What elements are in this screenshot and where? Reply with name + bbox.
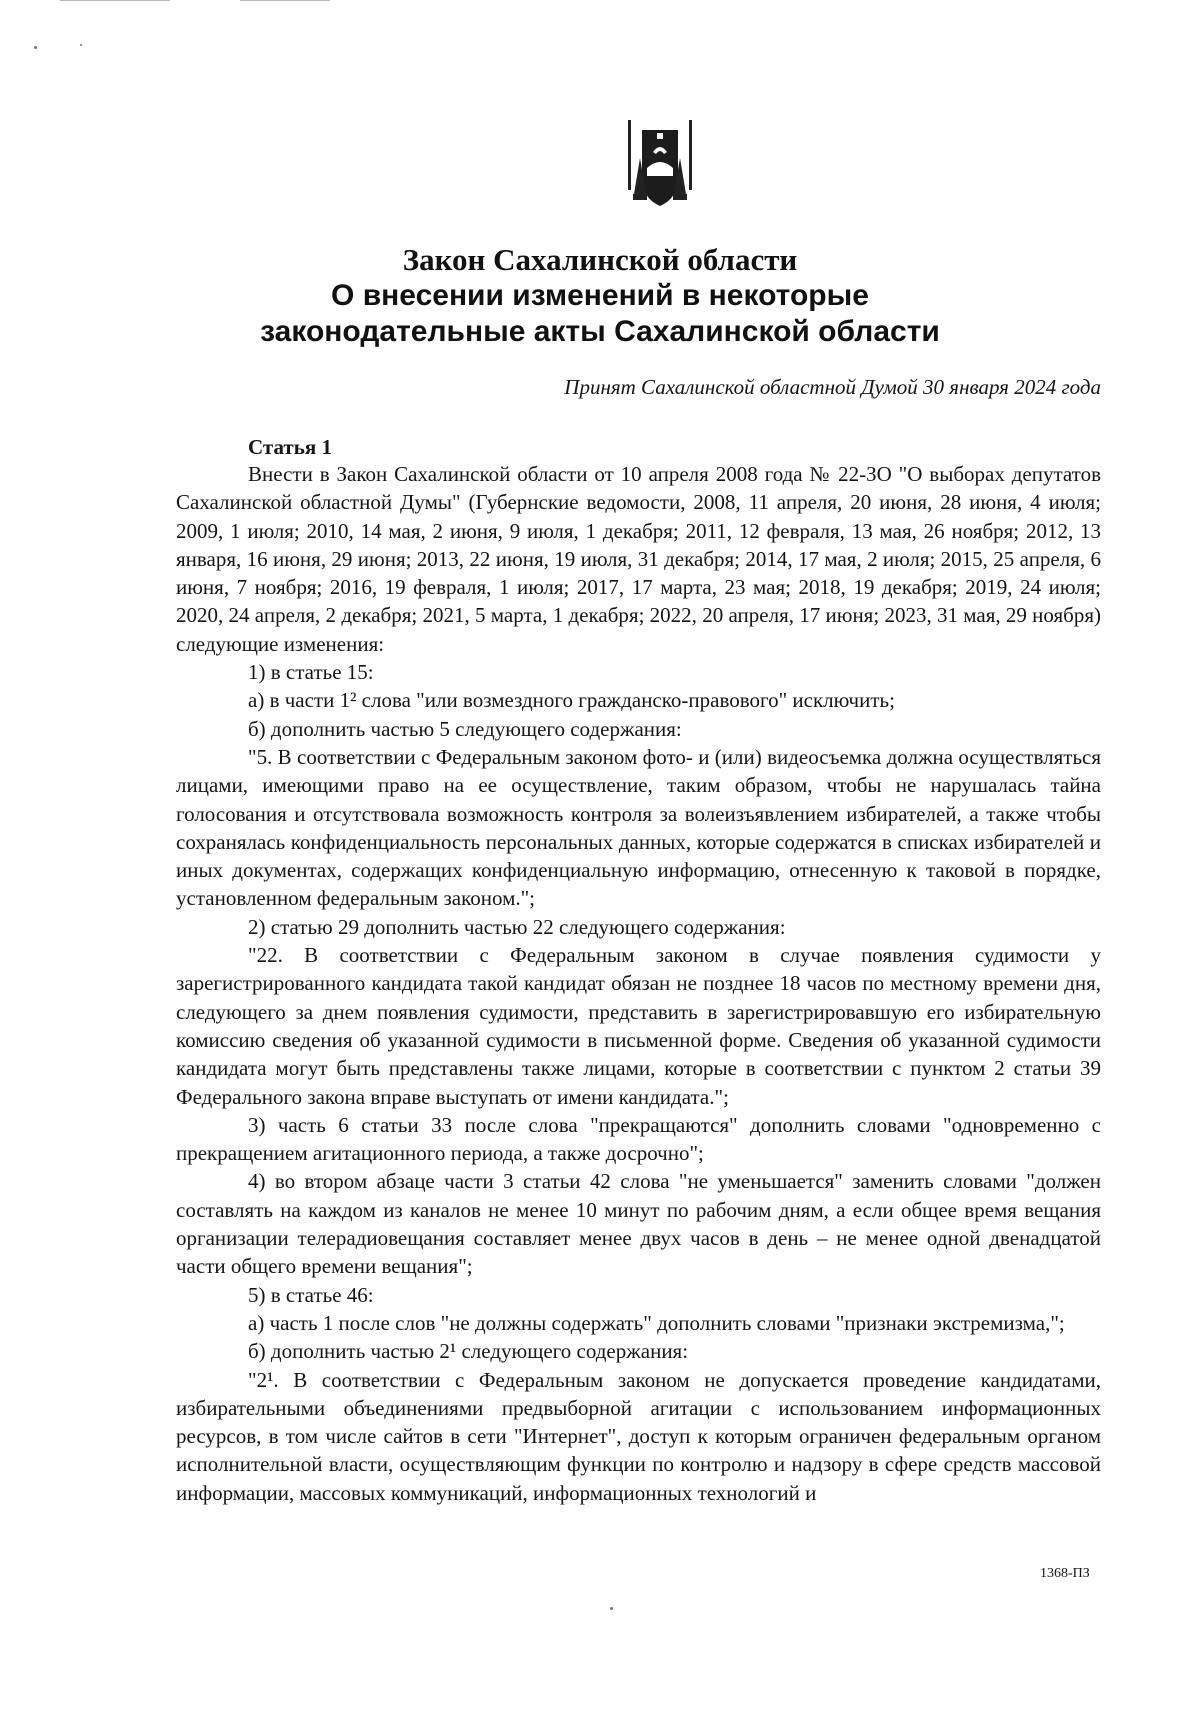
article-body [176,460,1101,1507]
article-paragraph: а) часть 1 после слов "не должны содержать" дополнить словами "признаки экстремизма,"; [248,1310,1065,1335]
article-paragraph: б) дополнить частью 2¹ следующего содержания: [248,1339,689,1364]
article-paragraph: б) дополнить частью 5 следующего содержания: [248,716,682,741]
article-paragraph: "5. В соответствии с Федеральным законом фото- и (или) видеосъемка должна осуществляться лицами, имеющими право на ее осуществление, таким образом, чтобы не нарушалась тайна голосования и отсутствовала возможность контроля за волеизъявлением избирателей, а также чтобы сохранялась конфиденциальность персональных данных, которые содержатся в списках избирателей и иных документах, содержащих конфиденциальную информацию, отнесенную к таковой в порядке, установленном федеральным законом."; [176,744,1101,911]
law-subtitle-line-2: законодательные акты Сахалинской области [260,315,940,348]
article-paragraph: 1) в статье 15: [248,660,374,685]
article-paragraph: 5) в статье 46: [248,1282,374,1307]
article-paragraph: 3) часть 6 статьи 33 после слова "прекращаются" дополнить словами "одновременно с прекращением агитационного периода, а также досрочно"; [176,1112,1101,1166]
article-paragraph: а) в части 1² слова "или возмездного гражданско-правового" исключить; [248,688,895,713]
document-number: 1368-ПЗ [1040,1566,1090,1581]
law-subtitle-line-1: О внесении изменений в некоторые [331,279,869,312]
law-title: Закон Сахалинской области [402,242,798,277]
scan-edge [60,0,170,1]
scan-edge [240,0,330,1]
article-paragraph: "22. В соответствии с Федеральным законом в случае появления судимости у зарегистрированного кандидата такой кандидат обязан не позднее 18 часов по местному времени дня, следующего за днем появления судимости, представить в зарегистрировавшую его избирательную комиссию сведения об указанной судимости в письменной форме. Сведения об указанной судимости кандидата могут быть представлены также лицами, которые в соответствии с пунктом 2 статьи 39 Федерального закона вправе выступать от имени кандидата."; [176,943,1101,1109]
adoption-note: Принят Сахалинской областной Думой 30 января 2024 года [564,375,1101,399]
article-heading: Статья 1 [248,435,332,459]
article-paragraph: Внести в Закон Сахалинской области от 10 апреля 2008 года № 22-ЗО "О выборах депутатов Сахалинской областной Думы" (Губернские ведомости, 2008, 11 апреля, 20 июня, 28 июня, 4 июля; 2009, 1 июля; 2010, 14 мая, 2 июня, 9 июля, 1 декабря; 2011, 12 февраля, 13 мая, 26 ноября; 2012, 13 января, 16 июня, 29 июня; 2013, 22 июня, 19 июля, 31 декабря; 2014, 17 мая, 2 июля; 2015, 25 апреля, 6 июня, 7 ноября; 2016, 19 февраля, 1 июля; 2017, 17 марта, 23 мая; 2018, 19 декабря; 2019, 24 июля; 2020, 24 апреля, 2 декабря; 2021, 5 марта, 1 декабря; 2022, 20 апреля, 17 июня; 2023, 31 мая, 29 ноября) следующие изменения: [176,462,1101,656]
article-paragraph: 2) статью 29 дополнить частью 22 следующего содержания: [248,914,786,939]
sakhalin-coat-of-arms-icon [620,118,700,210]
article-paragraph: 4) во втором абзаце части 3 статьи 42 слова "не уменьшается" заменить словами "должен составлять на каждом из каналов не менее 10 минут по рабочим дням, а если общее время вещания организации телерадиовещания составляет менее двух часов в день – не менее одной двенадцатой части общего времени вещания"; [176,1169,1101,1279]
scan-speck [80,44,82,46]
article-paragraph: "2¹. В соответствии с Федеральным законом не допускается проведение кандидатами, избирательными объединениями предвыборной агитации с использованием информационных ресурсов, в том числе сайтов в сети "Интернет", доступ к которым ограничен федеральным органом исполнительной власти, осуществляющим функции по контролю и надзору в сфере средств массовой информации, массовых коммуникаций, информационных технологий и [176,1367,1101,1505]
scan-speck [610,1607,613,1610]
scan-speck [34,46,37,49]
